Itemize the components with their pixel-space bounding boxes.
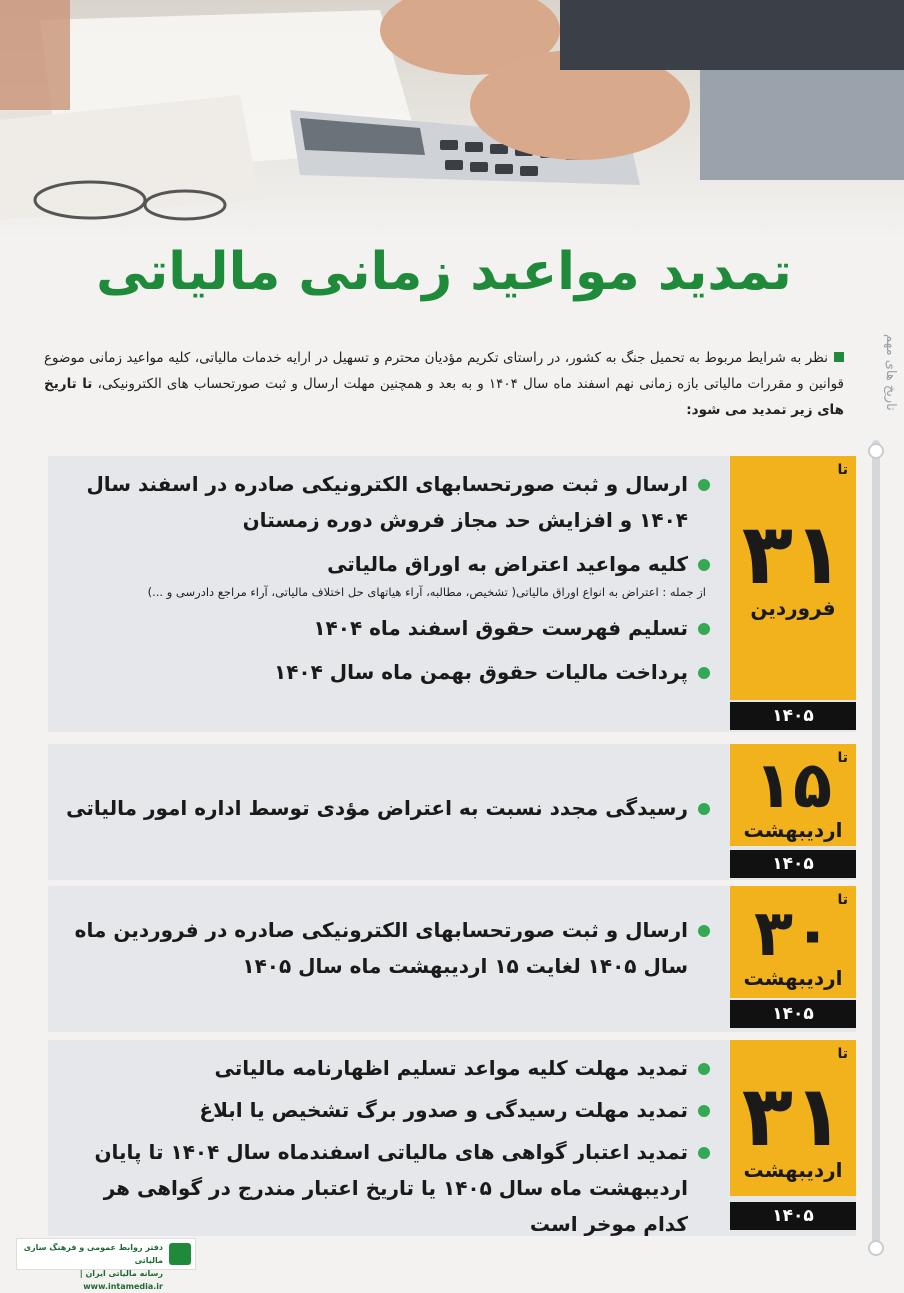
date-box: [730, 744, 856, 846]
list-item: ارسال و ثبت صورتحسابهای الکترونیکی صادره در اسفند سال ۱۴۰۴ و افزایش حد مجاز فروش دوره زمستان: [64, 466, 712, 538]
deadline-items: [64, 790, 712, 826]
intro-text: نظر به شرایط مربوط به تحمیل جنگ به کشور، در راستای تکریم مؤدیان محترم و تسهیل در ارایه خدمات مالیاتی، کلیه مواعید زمانی موضوع قوانین و مقررات مالیاتی بازه زمانی نهم اسفند ماه سال ۱۴۰۴ و به بعد و همچنین مهلت ارسال و ثبت صورتحساب های الکترونیکی،: [44, 350, 844, 392]
date-year: ۱۴۰۵: [730, 702, 856, 730]
footer-branding: دفتر روابط عمومی و فرهنگ سازی مالیاتی رسانه مالیاتی ایران | www.intamedia.ir: [16, 1238, 196, 1270]
deadline-section-2: [48, 744, 856, 880]
deadline-section-1: [48, 456, 856, 732]
side-label: تاریخ های مهم: [883, 333, 898, 411]
timeline-dot: [868, 443, 884, 459]
date-month: اردیبهشت: [743, 818, 843, 842]
date-day: ۳۰: [753, 897, 833, 971]
timeline-dot: [868, 1240, 884, 1256]
header-photo: [0, 0, 904, 240]
deadline-items: [64, 912, 712, 984]
page-title: تمدید مواعید زمانی مالیاتی: [96, 242, 792, 302]
list-item: رسیدگی مجدد نسبت به اعتراض مؤدی توسط اداره امور مالیاتی: [64, 790, 712, 826]
list-item: تمدید مهلت کلیه مواعد تسلیم اظهارنامه مالیاتی: [64, 1050, 712, 1086]
deadline-items: [64, 1050, 712, 1242]
date-box: [730, 456, 856, 700]
date-day: ۳۱: [741, 505, 845, 603]
ta-label: تا: [837, 462, 848, 478]
intro-bold: تا تاریخ های زیر تمدید می شود:: [44, 376, 844, 418]
square-bullet-icon: [834, 352, 844, 362]
list-item: تمدید مهلت رسیدگی و صدور برگ تشخیص یا ابلاغ: [64, 1092, 712, 1128]
list-item: تسلیم فهرست حقوق اسفند ماه ۱۴۰۴: [64, 610, 712, 646]
footer-media: رسانه مالیاتی ایران: [85, 1269, 163, 1278]
date-day: ۳۱: [741, 1067, 845, 1165]
date-month: فروردین: [750, 596, 836, 620]
date-box: [730, 886, 856, 998]
date-month: اردیبهشت: [743, 1158, 843, 1182]
date-box: [730, 1040, 856, 1196]
intro-paragraph: [44, 345, 844, 423]
ta-label: تا: [837, 892, 848, 908]
list-item: کلیه مواعید اعتراض به اوراق مالیاتی: [64, 546, 712, 582]
date-year: ۱۴۰۵: [730, 1202, 856, 1230]
date-month: اردیبهشت: [743, 966, 843, 990]
date-year: ۱۴۰۵: [730, 850, 856, 878]
footer-org: دفتر روابط عمومی و فرهنگ سازی مالیاتی: [23, 1243, 163, 1265]
deadline-items: [64, 466, 712, 690]
date-year: ۱۴۰۵: [730, 1000, 856, 1028]
list-item: تمدید اعتبار گواهی های مالیاتی اسفندماه سال ۱۴۰۴ تا پایان اردیبهشت ماه سال ۱۴۰۵ یا تاریخ اعتبار مندرج در گواهی هر کدام موخر است: [64, 1134, 712, 1242]
tax-logo-icon: [169, 1243, 191, 1265]
list-item: ارسال و ثبت صورتحسابهای الکترونیکی صادره در فروردین ماه سال ۱۴۰۵ لغایت ۱۵ اردیبهشت ماه سال ۱۴۰۵: [64, 912, 712, 984]
ta-label: تا: [837, 1046, 848, 1062]
list-item: پرداخت مالیات حقوق بهمن ماه سال ۱۴۰۴: [64, 654, 712, 690]
timeline-rail: [872, 440, 880, 1248]
deadline-section-3: [48, 886, 856, 1032]
deadline-section-4: [48, 1040, 856, 1236]
footer-site[interactable]: www.intamedia.ir: [83, 1282, 163, 1291]
ta-label: تا: [837, 750, 848, 766]
item-note: از جمله : اعتراض به انواع اوراق مالیاتی( تشخیص، مطالبه، آراء هیاتهای حل اختلاف مالیاتی، آراء مراجع دادرسی و ...): [147, 585, 706, 599]
date-day: ۱۵: [753, 749, 833, 823]
